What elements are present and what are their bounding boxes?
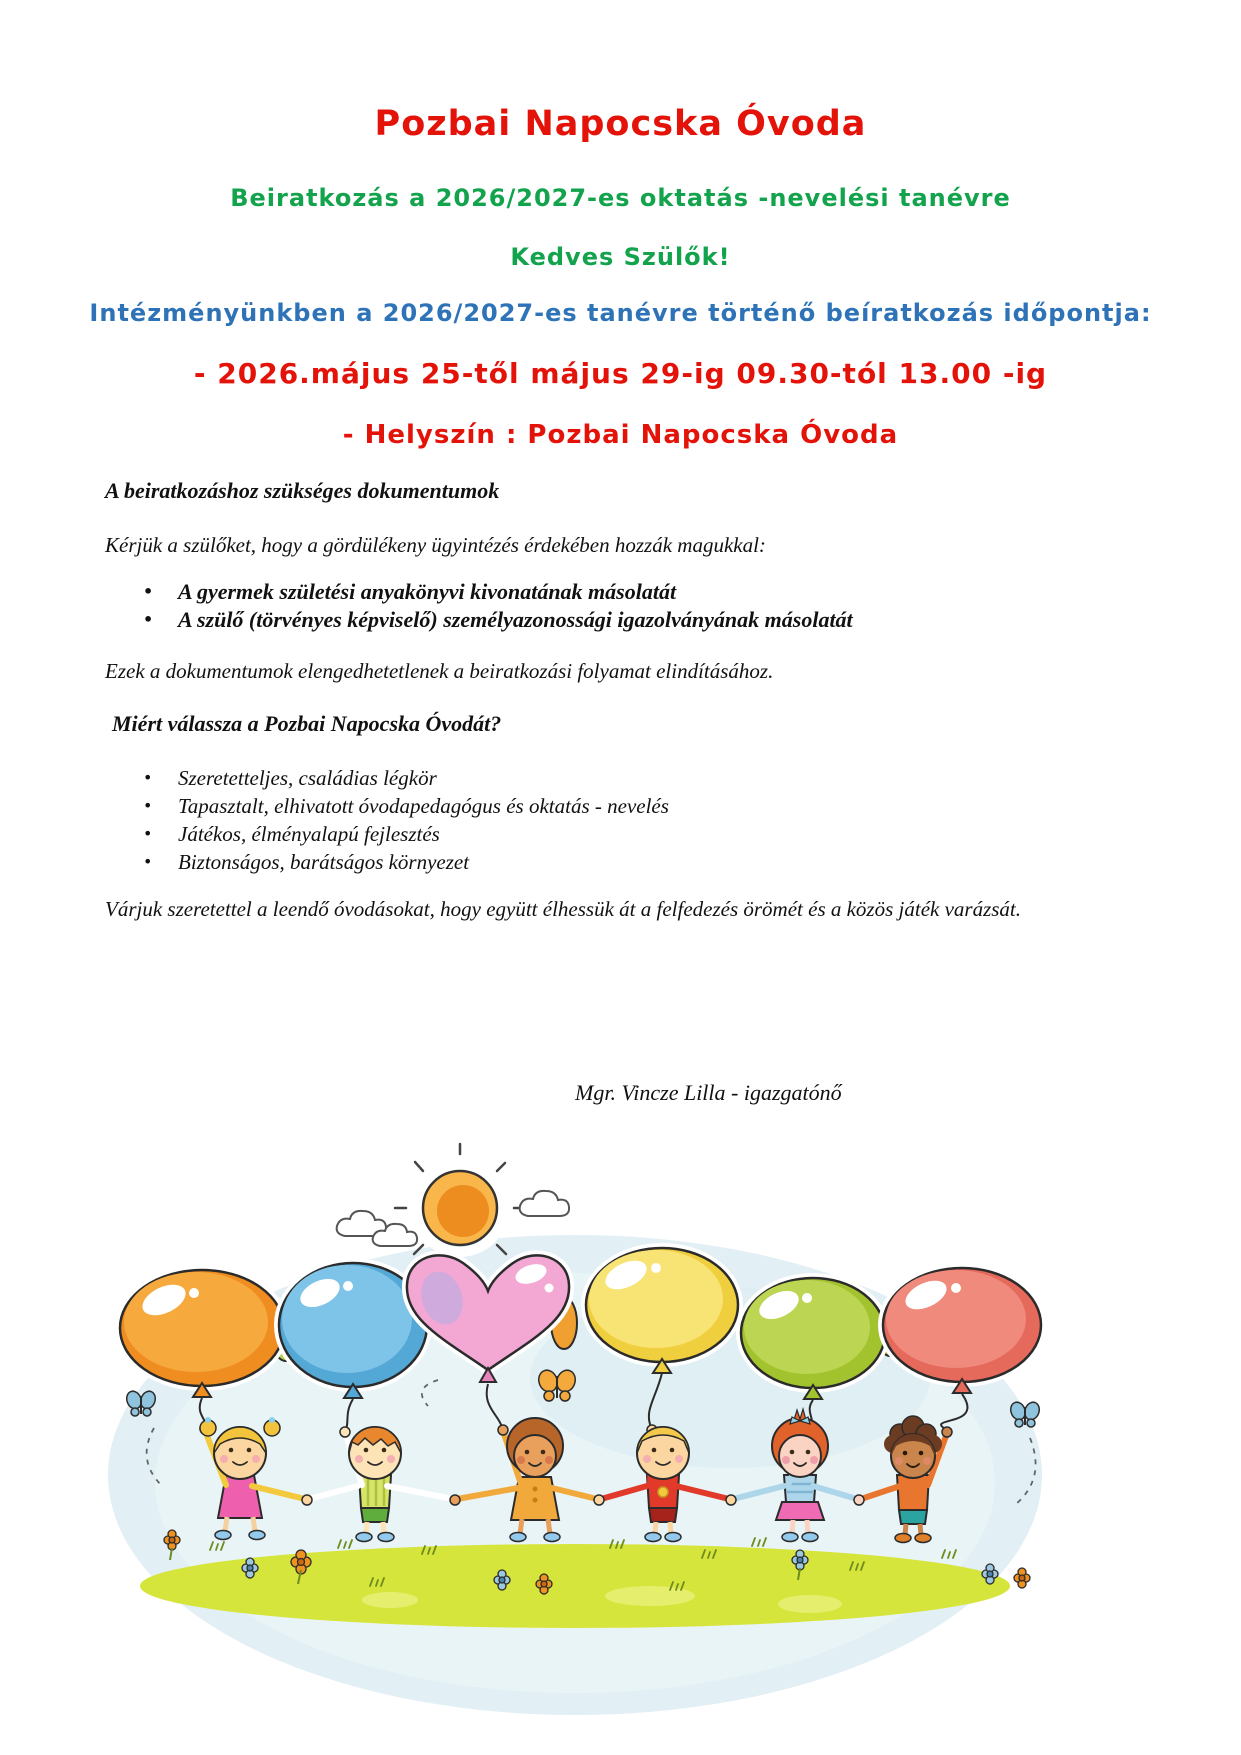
document-item-text: A szülő (törvényes képviselő) személyazonossági igazolványának másolatát xyxy=(178,607,853,632)
document-item-text: A gyermek születési anyakönyvi kivonatának másolatát xyxy=(178,579,677,604)
why-choose-list xyxy=(143,764,1143,876)
documents-note: Ezek a dokumentumok elengedhetetlenek a beiratkozási folyamat elindításához. xyxy=(105,659,774,683)
list-item xyxy=(143,820,1143,848)
bullet-icon: • xyxy=(143,796,153,815)
grass-mound xyxy=(140,1544,1010,1628)
bullet-icon: • xyxy=(143,824,153,843)
why-item-text: Biztonságos, barátságos környezet xyxy=(178,850,470,874)
why-item-text: Szeretetteljes, családias légkör xyxy=(178,766,437,790)
list-item xyxy=(143,578,1143,606)
list-item xyxy=(143,606,1143,634)
page-title: Pozbai Napocska Óvoda xyxy=(374,104,867,144)
cloud-left xyxy=(337,1211,417,1246)
enrollment-location: - Helyszín : Pozbai Napocska Óvoda xyxy=(342,420,899,450)
greeting-line: Kedves Szülők! xyxy=(510,243,731,271)
bullet-icon: • xyxy=(143,768,153,787)
documents-list xyxy=(143,578,1143,634)
list-item xyxy=(143,764,1143,792)
why-choose-heading: Miért válassza a Pozbai Napocska Óvodát? xyxy=(112,711,502,736)
enrollment-dates: - 2026.május 25-től május 29-ig 09.30-tól 13.00 -ig xyxy=(193,357,1048,390)
sun xyxy=(395,1144,526,1273)
documents-heading: A beiratkozáshoz szükséges dokumentumok xyxy=(105,478,500,503)
bullet-icon: • xyxy=(143,852,153,871)
why-item-text: Tapasztalt, elhivatott óvodapedagógus és oktatás - nevelés xyxy=(178,794,669,818)
documents-intro: Kérjük a szülőket, hogy a gördülékeny ügyintézés érdekében hozzák magukkal: xyxy=(105,533,766,557)
subtitle-enrollment-year: Beiratkozás a 2026/2027-es oktatás -nevelési tanévre xyxy=(230,184,1011,212)
list-item xyxy=(143,792,1143,820)
why-item-text: Játékos, élményalapú fejlesztés xyxy=(178,822,440,846)
cloud-right xyxy=(520,1191,569,1216)
signature-line: Mgr. Vincze Lilla - igazgatónő xyxy=(575,1080,842,1105)
bullet-icon: • xyxy=(143,610,154,629)
children-balloons-illustration xyxy=(90,1128,1060,1748)
list-item xyxy=(143,848,1143,876)
closing-paragraph: Várjuk szeretettel a leendő óvodásokat, hogy együtt élhessük át a felfedezés örömét és a közös játék varázsát. xyxy=(105,897,1022,921)
enrollment-period-intro: Intézményünkben a 2026/2027-es tanévre történő beíratkozás időpontja: xyxy=(89,299,1152,327)
bullet-icon: • xyxy=(143,582,154,601)
